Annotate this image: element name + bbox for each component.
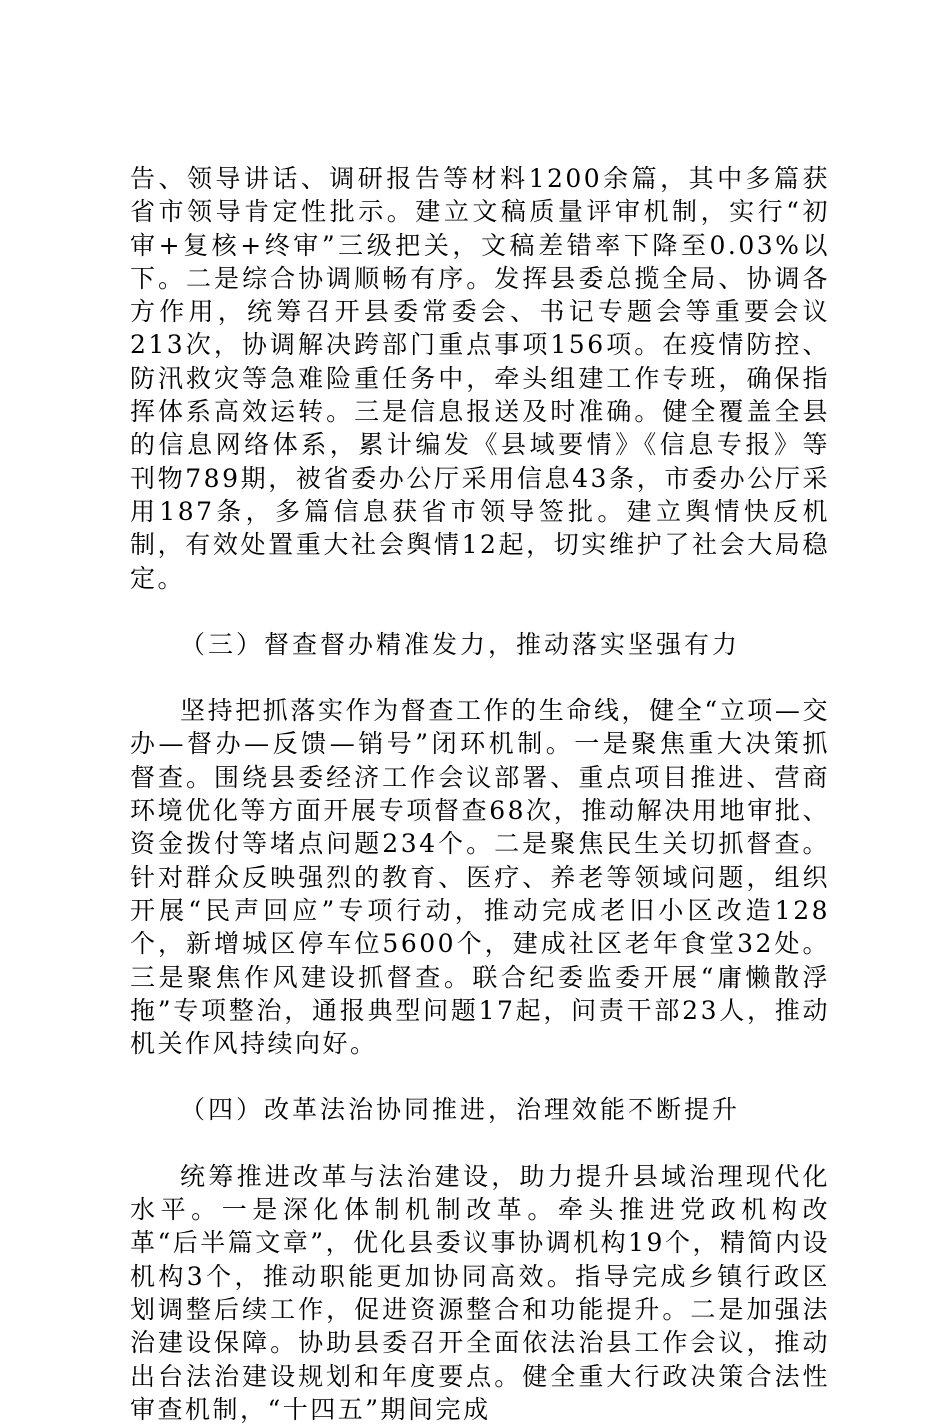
paragraph-spacer <box>130 1060 830 1093</box>
paragraph-spacer <box>130 661 830 694</box>
paragraph-reform: 统筹推进改革与法治建设，助力提升县域治理现代化水平。一是深化体制机制改革。牵头推进党政机构改革“后半篇文章”，优化县委议事协调机构19个，精简内设机构3个，推动职能更加协同高效。指导完成乡镇行政区划调整后续工作，促进资源整合和功能提升。二是加强法治建设保障。协助县委召开全面依法治县工作会议，推动出台法治建设规划和年度要点。健全重大行政决策合法性审查机制，“十四五”期间完成 <box>130 1161 830 1424</box>
document-body <box>130 162 830 1426</box>
paragraph-info-work: 告、领导讲话、调研报告等材料1200余篇，其中多篇获省市领导肯定性批示。建立文稿质量评审机制，实行“初审+复核+终审”三级把关，文稿差错率下降至0.03%以下。二是综合协调顺畅有序。发挥县委总揽全局、协调各方作用，统筹召开县委常委会、书记专题会等重要会议213次，协调解决跨部门重点事项156项。在疫情防控、防汛救灾等急难险重任务中，牵头组建工作专班，确保指挥体系高效运转。三是信息报送及时准确。健全覆盖全县的信息网络体系，累计编发《县域要情》《信息专报》等刊物789期，被省委办公厅采用信息43条，市委办公厅采用187条，多篇信息获省市领导签批。建立舆情快反机制，有效处置重大社会舆情12起，切实维护了社会大局稳定。 <box>130 164 830 593</box>
paragraph-spacer <box>130 595 830 628</box>
paragraph-spacer <box>130 1127 830 1160</box>
section-heading-reform: （四）改革法治协同推进，治理效能不断提升 <box>180 1095 741 1125</box>
section-heading-supervision: （三）督查督办精准发力，推动落实坚强有力 <box>180 629 741 659</box>
paragraph-supervision: 坚持把抓落实作为督查工作的生命线，健全“立项—交办—督办—反馈—销号”闭环机制。一是聚焦重大决策抓督查。围绕县委经济工作会议部署、重点项目推进、营商环境优化等方面开展专项督查68次，推动解决用地审批、资金拨付等堵点问题234个。二是聚焦民生关切抓督查。针对群众反映强烈的教育、医疗、养老等领域问题，组织开展“民声回应”专项行动，推动完成老旧小区改造128个，新增城区停车位5600个，建成社区老年食堂32处。三是聚焦作风建设抓督查。联合纪委监委开展“庸懒散浮拖”专项整治，通报典型问题17起，问责干部23人，推动机关作风持续向好。 <box>130 696 830 1059</box>
